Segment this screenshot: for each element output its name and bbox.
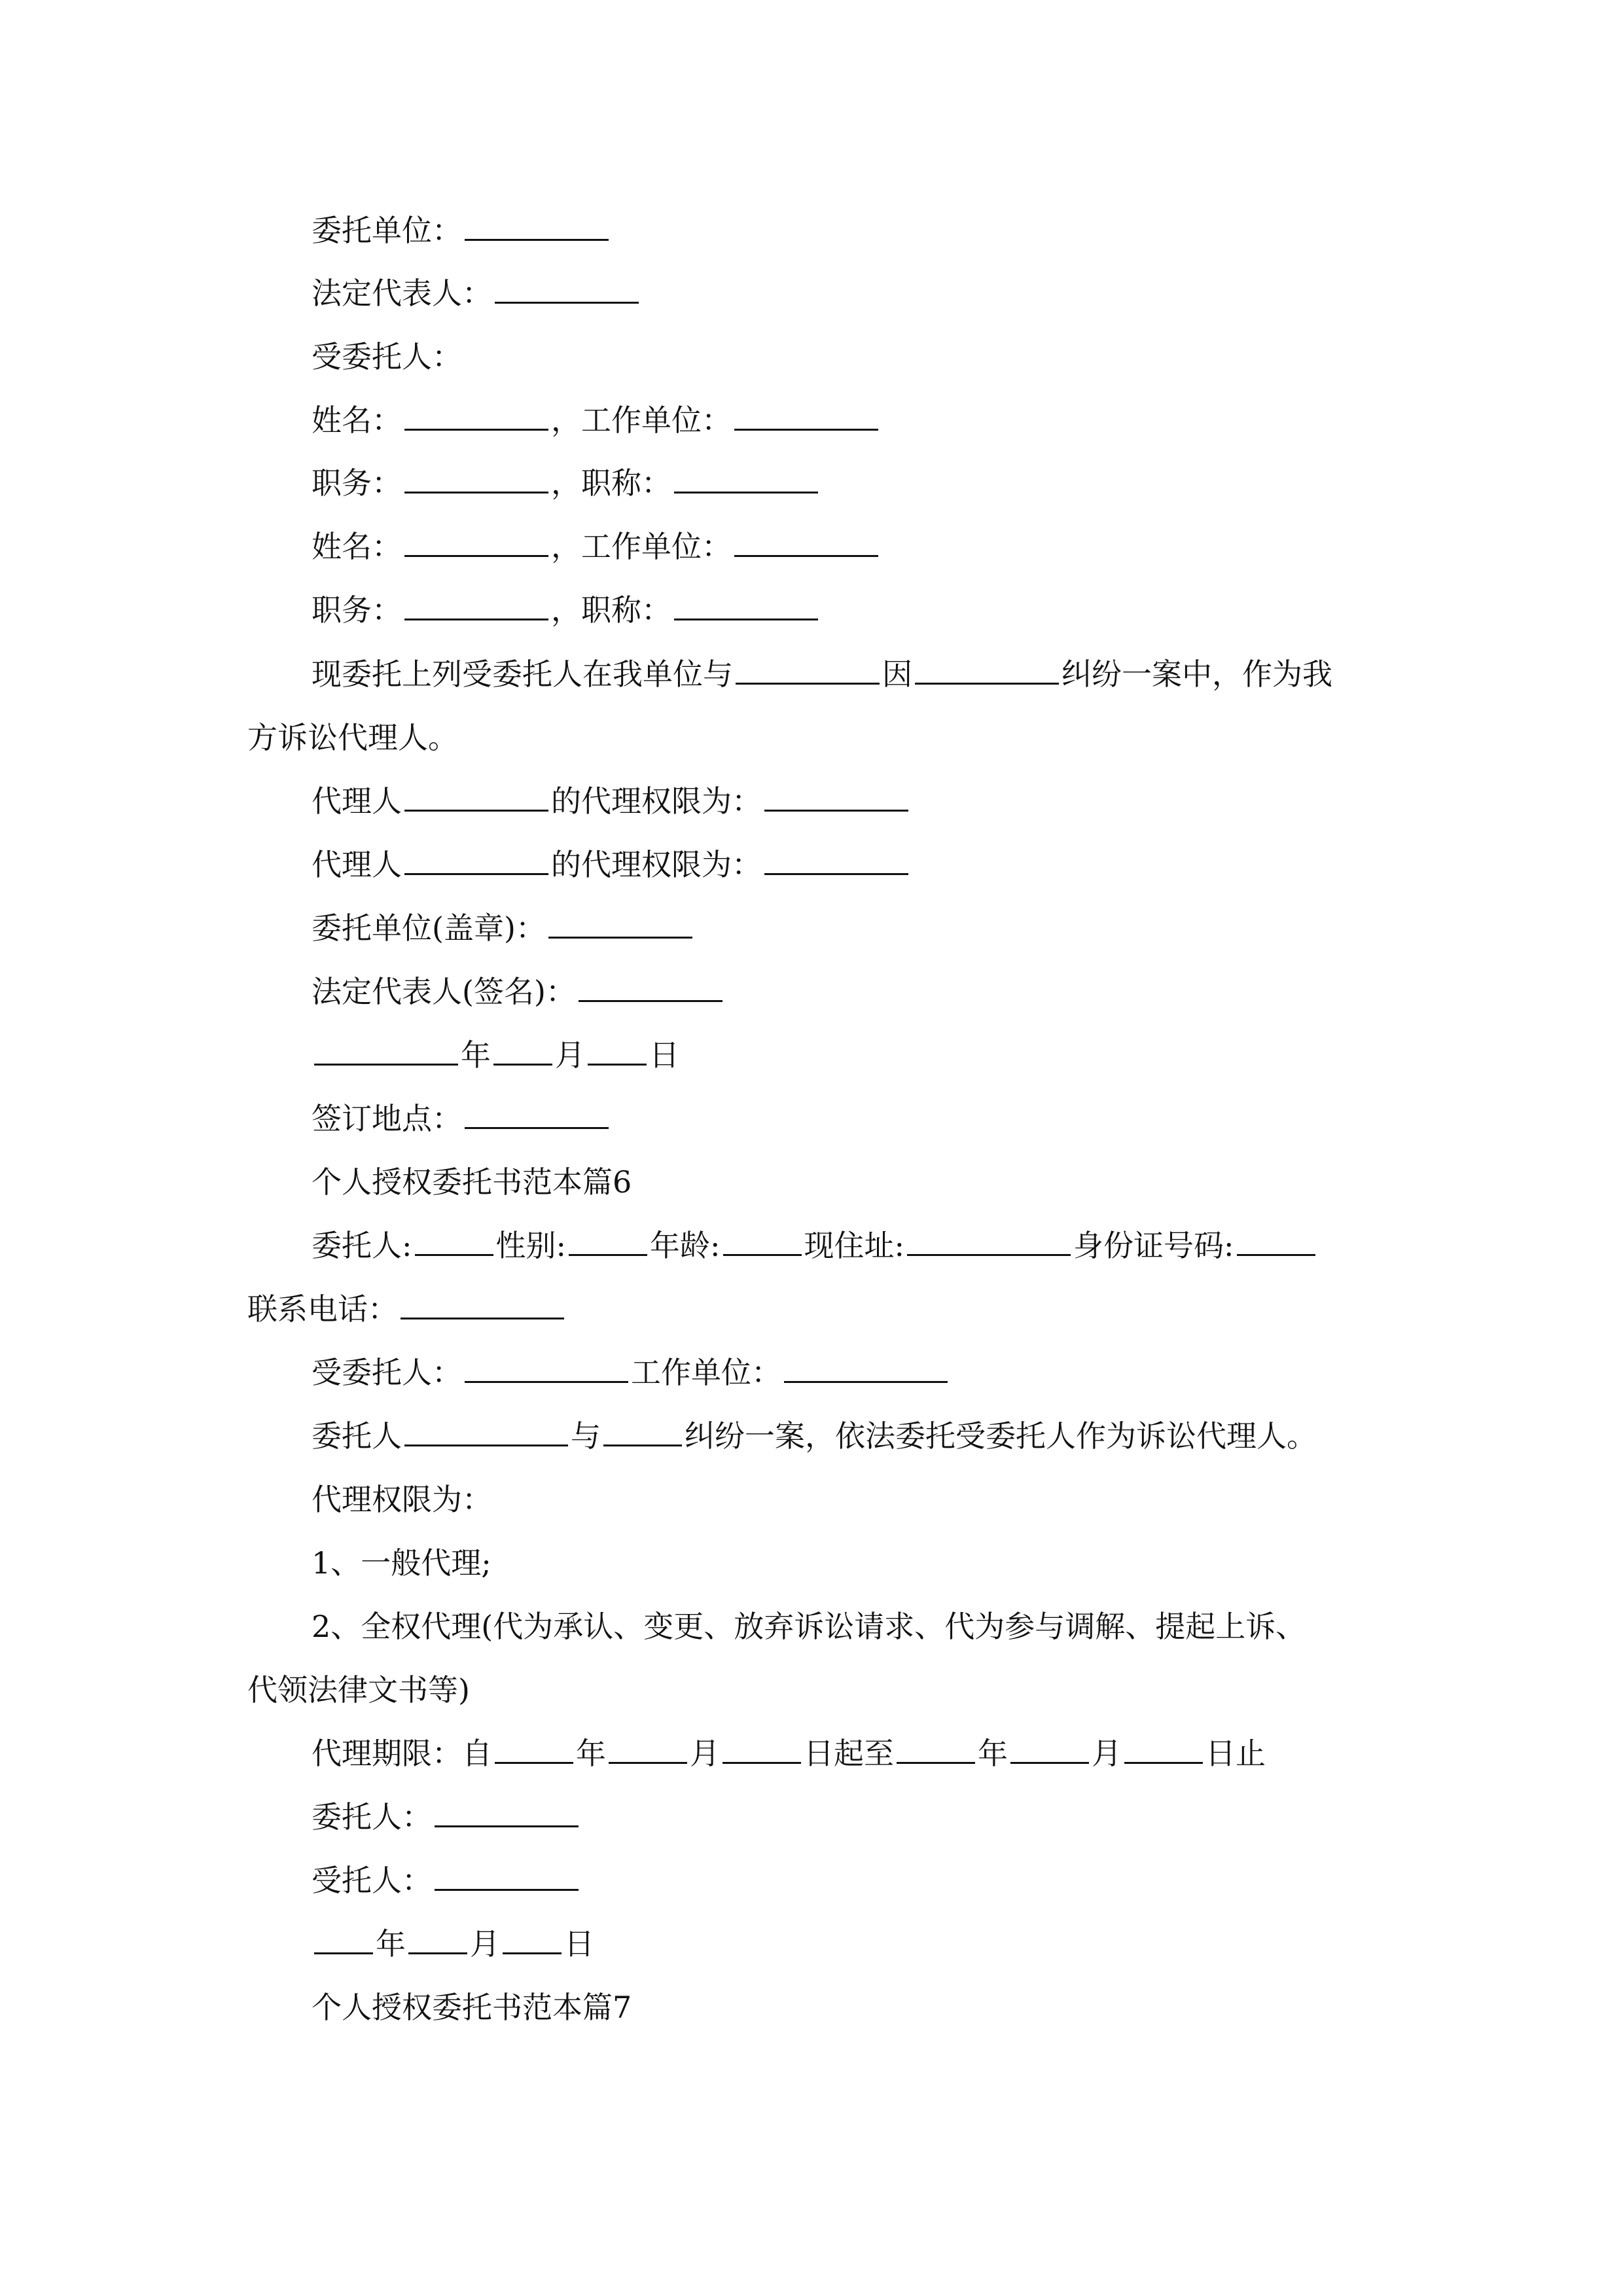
line-text: 年 — [978, 1736, 1008, 1771]
full-agency-item-cont — [247, 1670, 470, 1710]
name-unit-line-2 — [312, 527, 881, 566]
line-text: 与 — [571, 1418, 601, 1454]
line-text: 代理期限：自 — [312, 1736, 492, 1771]
line-text: 年龄: — [650, 1228, 721, 1263]
fill-blank — [465, 1101, 609, 1129]
line-text: 姓名： — [312, 403, 402, 438]
line-text: 身份证号码: — [1073, 1228, 1234, 1263]
fill-blank — [1237, 1228, 1315, 1256]
line-text: ，工作单位： — [551, 403, 732, 438]
position-title-line-2 — [312, 590, 821, 630]
name-unit-line-1 — [312, 401, 881, 440]
line-text: 的代理权限为： — [551, 847, 762, 882]
principal-signature-line — [312, 1797, 581, 1837]
fill-blank — [415, 1228, 493, 1256]
fill-blank — [674, 592, 818, 620]
representative-signature-line — [312, 972, 725, 1011]
fill-blank — [603, 1418, 682, 1446]
entrustment-statement-cont — [247, 718, 458, 757]
fill-blank — [734, 529, 878, 557]
line-text: ，职称： — [551, 465, 671, 501]
line-text: 年 — [461, 1037, 491, 1073]
section-heading-7 — [312, 1988, 632, 2027]
fill-blank — [314, 1037, 458, 1066]
fill-blank — [764, 783, 908, 812]
fill-blank — [588, 1037, 647, 1066]
fill-blank — [404, 1418, 568, 1446]
date-line-1 — [312, 1035, 679, 1075]
fill-blank — [1010, 1736, 1089, 1764]
fill-blank — [495, 276, 639, 304]
line-text: 日止 — [1205, 1736, 1266, 1771]
fill-blank — [495, 1736, 573, 1764]
line-text: 委托单位(盖章)： — [312, 910, 546, 946]
fill-blank — [465, 213, 609, 241]
fill-blank — [404, 783, 548, 812]
fill-blank — [408, 1926, 467, 1954]
entrusted-person-heading — [312, 337, 462, 376]
line-text: 联系电话： — [247, 1291, 398, 1327]
fill-blank — [503, 1926, 562, 1954]
line-text: 职务： — [312, 465, 402, 501]
line-text: 姓名： — [312, 529, 402, 564]
fill-blank — [784, 1355, 948, 1383]
date-line-2 — [312, 1924, 594, 1964]
line-text: 法定代表人： — [312, 276, 492, 311]
principal-info-line — [312, 1226, 1318, 1265]
agent-unit-line — [312, 1353, 950, 1392]
fill-blank — [435, 1863, 579, 1891]
line-text: 日 — [649, 1037, 679, 1073]
fill-blank — [897, 1736, 975, 1764]
line-text: 月 — [470, 1926, 500, 1962]
fill-blank — [314, 1926, 373, 1954]
line-text: 代理人 — [312, 783, 402, 819]
entrusting-unit-line — [312, 211, 611, 250]
line-text: 职务： — [312, 592, 402, 628]
line-text: 月 — [1092, 1736, 1122, 1771]
fill-blank — [723, 1228, 802, 1256]
position-title-line-1 — [312, 463, 821, 503]
line-text: 的代理权限为： — [551, 783, 762, 819]
line-text: 年 — [376, 1926, 406, 1962]
line-text: 性别: — [495, 1228, 566, 1263]
fill-blank — [907, 1228, 1071, 1256]
line-text: ，职称： — [551, 592, 671, 628]
unit-seal-line — [312, 908, 695, 948]
line-text: 纠纷一案中，作为我 — [1061, 656, 1332, 692]
fill-blank — [404, 465, 548, 493]
entrustment-statement-line — [312, 655, 1332, 694]
fill-blank — [465, 1355, 628, 1383]
line-text: 方诉讼代理人。 — [247, 720, 458, 755]
line-text: 月 — [555, 1037, 585, 1073]
dispute-statement-line — [312, 1416, 1317, 1456]
line-text: 2、全权代理(代为承认、变更、放弃诉讼请求、代为参与调解、提起上诉、 — [312, 1609, 1306, 1644]
section-heading-6 — [312, 1162, 632, 1202]
fill-blank — [435, 1799, 579, 1827]
full-agency-item — [312, 1607, 1306, 1646]
contact-phone-line — [247, 1289, 567, 1329]
fill-blank — [736, 656, 880, 685]
fill-blank — [734, 403, 878, 431]
line-text: 现委托上列受委托人在我单位与 — [312, 656, 733, 692]
agent-authority-line-2 — [312, 845, 911, 884]
line-text: 日起至 — [804, 1736, 894, 1771]
agency-period-line — [312, 1734, 1266, 1773]
fill-blank — [548, 910, 692, 939]
fill-blank — [493, 1037, 552, 1066]
line-text: 委托人： — [312, 1799, 432, 1835]
line-text: 工作单位： — [631, 1355, 781, 1390]
line-text: 日 — [564, 1926, 594, 1962]
line-text: 代理人 — [312, 847, 402, 882]
line-text: 代领法律文书等) — [247, 1672, 470, 1708]
line-text: 1、一般代理; — [312, 1545, 491, 1581]
fill-blank — [401, 1291, 564, 1319]
agent-signature-line — [312, 1861, 581, 1900]
general-agency-item — [312, 1543, 491, 1583]
line-text: 受委托人： — [312, 1355, 462, 1390]
fill-blank — [404, 529, 548, 557]
line-text: 现住址: — [804, 1228, 904, 1263]
line-text: 月 — [690, 1736, 720, 1771]
line-text: 纠纷一案，依法委托受委托人作为诉讼代理人。 — [685, 1418, 1317, 1454]
line-text: 委托单位： — [312, 213, 462, 248]
agent-authority-line-1 — [312, 781, 911, 821]
line-text: 法定代表人(签名)： — [312, 974, 576, 1009]
fill-blank — [764, 847, 908, 875]
fill-blank — [404, 592, 548, 620]
fill-blank — [404, 403, 548, 431]
line-text: 受委托人： — [312, 339, 462, 374]
line-text: ，工作单位： — [551, 529, 732, 564]
fill-blank — [915, 656, 1059, 685]
line-text: 个人授权委托书范本篇7 — [312, 1990, 632, 2025]
legal-representative-line — [312, 274, 641, 313]
fill-blank — [579, 974, 722, 1002]
line-text: 个人授权委托书范本篇6 — [312, 1164, 632, 1200]
line-text: 委托人: — [312, 1228, 412, 1263]
signing-place-line — [312, 1099, 611, 1138]
line-text: 年 — [576, 1736, 606, 1771]
fill-blank — [569, 1228, 647, 1256]
line-text: 因 — [882, 656, 912, 692]
fill-blank — [674, 465, 818, 493]
fill-blank — [404, 847, 548, 875]
line-text: 委托人 — [312, 1418, 402, 1454]
line-text: 受托人： — [312, 1863, 432, 1898]
fill-blank — [722, 1736, 801, 1764]
line-text: 签订地点： — [312, 1101, 462, 1136]
line-text: 代理权限为： — [312, 1482, 492, 1517]
fill-blank — [1124, 1736, 1203, 1764]
authority-heading — [312, 1480, 492, 1519]
fill-blank — [609, 1736, 687, 1764]
